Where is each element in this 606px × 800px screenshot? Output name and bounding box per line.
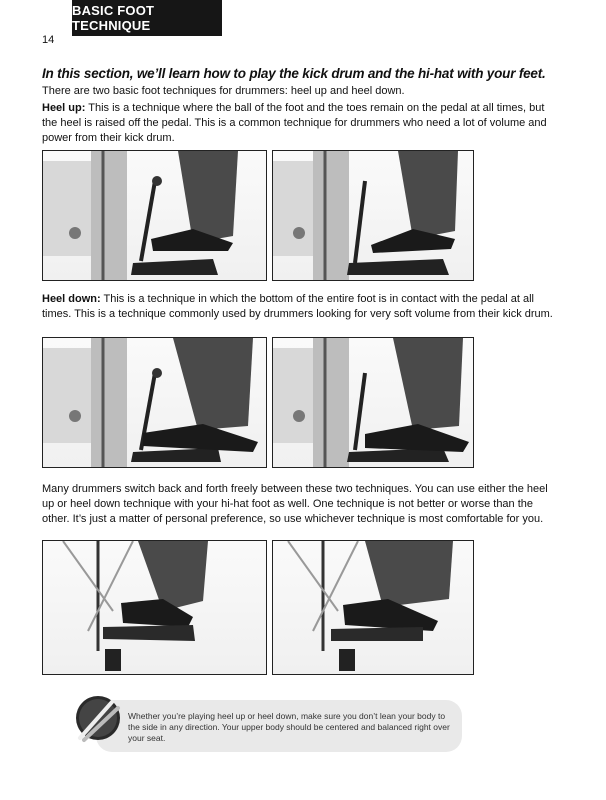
heel-down-kick-photo-1 [42,337,267,468]
heel-down-description: This is a technique in which the bottom of the entire foot is in contact with the pedal at all times. This is a technique commonly used by drummers looking for very soft volume from their kick drum. [42,293,553,320]
heel-up-description: This is a technique where the ball of the foot and the toes remain on the pedal at all times, but the heel is raised off the pedal. This is a common technique for drummers who need a lot of volume and power from their kick drum. [42,102,547,144]
hihat-photo-2 [272,540,474,675]
drumstick-tip-icon [72,690,128,746]
section-title-tab: BASIC FOOT TECHNIQUE [72,0,222,36]
page-number: 14 [42,34,55,46]
tip-text: Whether you’re playing heel up or heel down, make sure you don’t lean your body to the side in any direction. Your upper body should be centered and balanced right over your seat. [128,711,450,743]
heel-down-kick-photo-2 [272,337,474,468]
switching-paragraph: Many drummers switch back and forth freely between these two techniques. You can use either the heel up or heel down technique with your hi-hat foot as well. One technique is not better or worse than the other. It’s just a matter of personal preference, so use whichever technique is most comfortable for you. [42,483,548,525]
heel-up-kick-photo-1 [42,150,267,281]
intro-paragraph: There are two basic foot techniques for drummers: heel up and heel down. [42,85,405,97]
heel-down-paragraph [42,292,562,322]
heel-up-term: Heel up: [42,102,86,114]
hihat-photo-1 [42,540,267,675]
section-headline: In this section, we’ll learn how to play the kick drum and the hi-hat with your feet. [42,66,546,81]
heel-down-term: Heel down: [42,293,101,305]
heel-up-paragraph [42,101,562,146]
heel-up-kick-photo-2 [272,150,474,281]
